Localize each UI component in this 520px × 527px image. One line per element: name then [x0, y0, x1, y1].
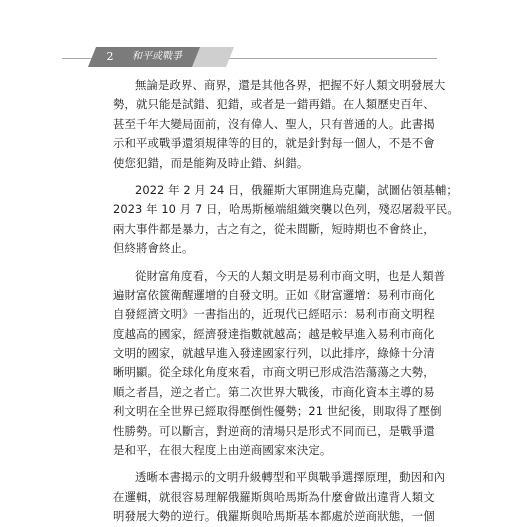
text-line: 文明的國家，就越早進入發達國家行列，以此排序，綠條十分清	[113, 346, 435, 361]
text-line: 2022 年 2 月 24 日，俄羅斯大軍開進烏克蘭，試圖佔領基輔；	[135, 182, 458, 197]
paragraph	[113, 267, 446, 461]
text-line: 明發展大勢的逆行。俄羅斯與哈馬斯基本都處於逆商狀態，一個	[113, 509, 435, 524]
text-line: 使您犯錯，而是能夠及時止錯、糾錯。	[113, 155, 309, 170]
text-line: 利文明在全世界已經取得壓倒性優勢；21 世紀後，則取得了壓倒	[113, 404, 442, 419]
paragraph-gap	[113, 173, 413, 181]
text-line: 2023 年 10 月 7 日，哈馬斯極端組織突襲以色列，殘忍屠殺平民。	[113, 202, 459, 217]
text-line: 自發經濟文明》一書指出的，近現代已經昭示：易利市商文明程	[113, 307, 435, 322]
text-line: 無論是政界、商界，還是其他各界，把握不好人類文明發展大	[135, 78, 446, 92]
running-title: 和平或戰爭	[132, 51, 182, 62]
page-header	[0, 0, 520, 72]
text-line: 從財富角度看，今天的人類文明是易利市商文明，也是人類普	[135, 268, 446, 283]
paragraph	[113, 76, 446, 173]
paragraph	[113, 181, 459, 259]
text-line: 遍財富依篋衛醒邏增的自發文明。正如《財富邏增：易利市商化	[113, 287, 435, 302]
text-line: 甚至千年大變局面前，沒有偉人、聖人，只有普通的人。此書揭	[113, 116, 435, 131]
paragraph-gap	[113, 460, 413, 468]
text-line: 性勝勢。可以斷言，對逆商的清場只是形式不同而已，是戰爭還	[113, 423, 435, 438]
page-number: 2	[106, 50, 114, 63]
body-text	[113, 76, 459, 527]
text-line: 但終將會終止。	[113, 241, 194, 256]
text-line: 勢，就只能是試錯、犯錯，或者是一錯再錯。在人類歷史百年、	[113, 97, 435, 112]
text-line: 晰明顯。從全球化角度來看，市商文明已形成浩浩蕩蕩之大勢，	[113, 365, 435, 380]
paragraph	[113, 468, 446, 526]
text-line: 兩大事件都是暴力，古之有之，從未間斷，短時期也不會終止，	[113, 221, 435, 236]
text-line: 是和平，在很大程度上由逆商國家來決定。	[113, 443, 332, 458]
header-tab-light	[192, 47, 234, 67]
text-line: 透晰本書揭示的文明升級轉型和平與戰爭選擇原理，動因和內	[135, 470, 446, 485]
text-line: 示和平或戰爭還須規律等的目的，就是針對每一個人，不是不會	[113, 136, 435, 151]
text-line: 在邏輯，就很容易理解俄羅斯與哈馬斯為什麼會做出違背人類文	[113, 489, 435, 504]
paragraph-gap	[113, 259, 413, 267]
text-line: 順之者昌，逆之者亡。第二次世界大戰後，市商化資本主導的易	[113, 384, 435, 399]
text-line: 度越高的國家，經濟發達指數就越高；越是較早進入易利市商化	[113, 326, 435, 341]
